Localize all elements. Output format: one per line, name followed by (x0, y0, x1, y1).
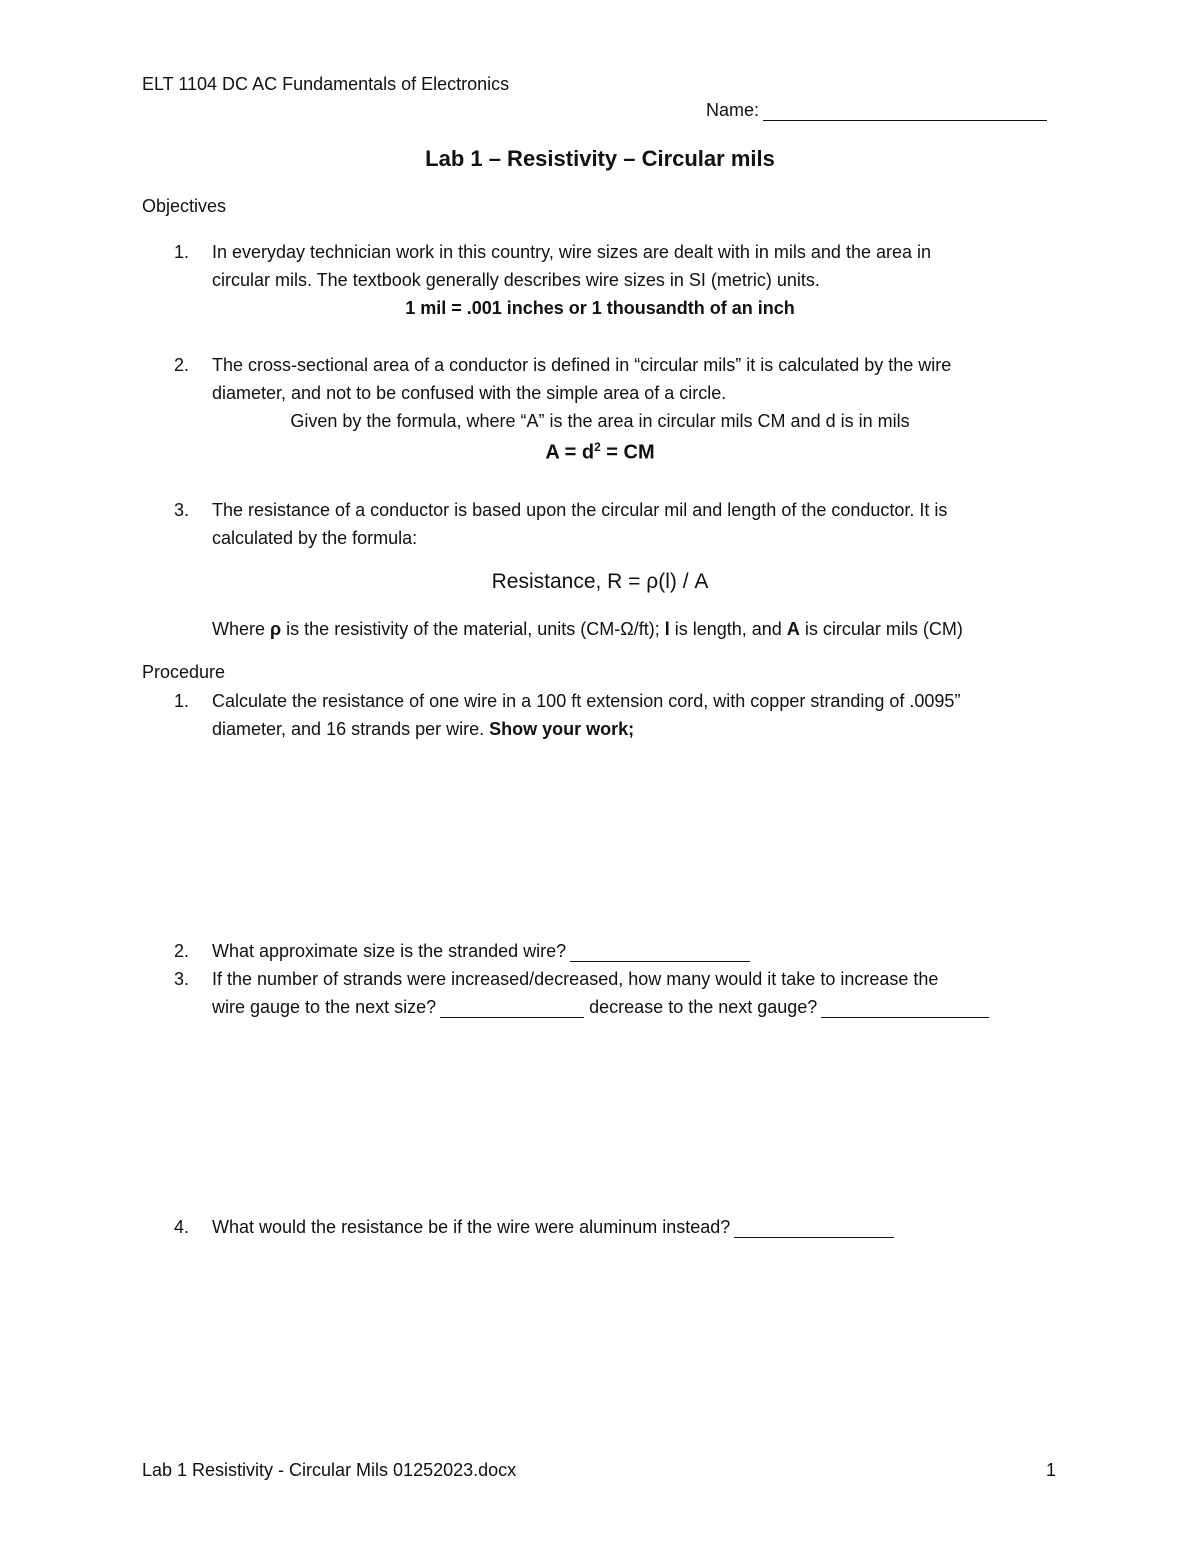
objective-2-number: 2. (174, 355, 190, 375)
objectives-heading: Objectives (142, 196, 227, 216)
resistance-formula: Resistance, R = ρ(l) / A (491, 570, 709, 593)
objective-1-number: 1. (174, 242, 190, 262)
document-title: Lab 1 – Resistivity – Circular mils (425, 146, 775, 171)
procedure-3-line1: If the number of strands were increased/decreased, how many would it take to increase the (212, 969, 939, 989)
name-label: Name: (706, 100, 760, 120)
procedure-2-number: 2. (174, 941, 190, 961)
procedure-1-number: 1. (174, 691, 190, 711)
procedure-1-line2: diameter, and 16 strands per wire. Show your work; (212, 719, 635, 739)
objective-3-line1: The resistance of a conductor is based upon the circular mil and length of the conductor. It is (212, 500, 948, 520)
procedure-2-question: What approximate size is the stranded wire? (212, 941, 750, 962)
objective-2-line1: The cross-sectional area of a conductor is defined in “circular mils” it is calculated by the wire (212, 355, 952, 375)
procedure-4-number: 4. (174, 1217, 190, 1237)
objective-1-line2: circular mils. The textbook generally describes wire sizes in SI (metric) units. (212, 270, 820, 290)
footer-page-number: 1 (1046, 1460, 1057, 1480)
course-header: ELT 1104 DC AC Fundamentals of Electronics (142, 74, 510, 94)
formula-where-text: Where ρ is the resistivity of the material, units (CM-Ω/ft); l is length, and A is circular mils (CM) (212, 619, 963, 639)
objective-3-line2: calculated by the formula: (212, 528, 418, 548)
formula-description: Given by the formula, where “A” is the area in circular mils CM and d is in mils (290, 411, 910, 431)
procedure-3-number: 3. (174, 969, 190, 989)
wire-size-answer-blank[interactable] (570, 943, 750, 962)
mil-definition: 1 mil = .001 inches or 1 thousandth of an inch (405, 298, 795, 318)
circular-mil-formula: $A = d^2$ = CM (545, 440, 655, 464)
procedure-4-question: What would the resistance be if the wire were aluminum instead? (212, 1217, 894, 1238)
aluminum-resistance-answer-blank[interactable] (734, 1219, 894, 1238)
footer-filename: Lab 1 Resistivity - Circular Mils 01252023.docx (142, 1460, 517, 1480)
procedure-heading: Procedure (142, 662, 226, 682)
increase-gauge-answer-blank[interactable] (440, 999, 584, 1018)
name-blank-line[interactable] (763, 102, 1047, 121)
decrease-gauge-answer-blank[interactable] (821, 999, 989, 1018)
name-field[interactable] (706, 100, 1047, 121)
procedure-3-line2: wire gauge to the next size? decrease to the next gauge? (212, 997, 989, 1018)
objective-2-line2: diameter, and not to be confused with the simple area of a circle. (212, 383, 727, 403)
objective-1-line1: In everyday technician work in this country, wire sizes are dealt with in mils and the area in (212, 242, 931, 262)
objective-3-number: 3. (174, 500, 190, 520)
procedure-1-line1: Calculate the resistance of one wire in a 100 ft extension cord, with copper stranding of .0095” (212, 691, 961, 711)
